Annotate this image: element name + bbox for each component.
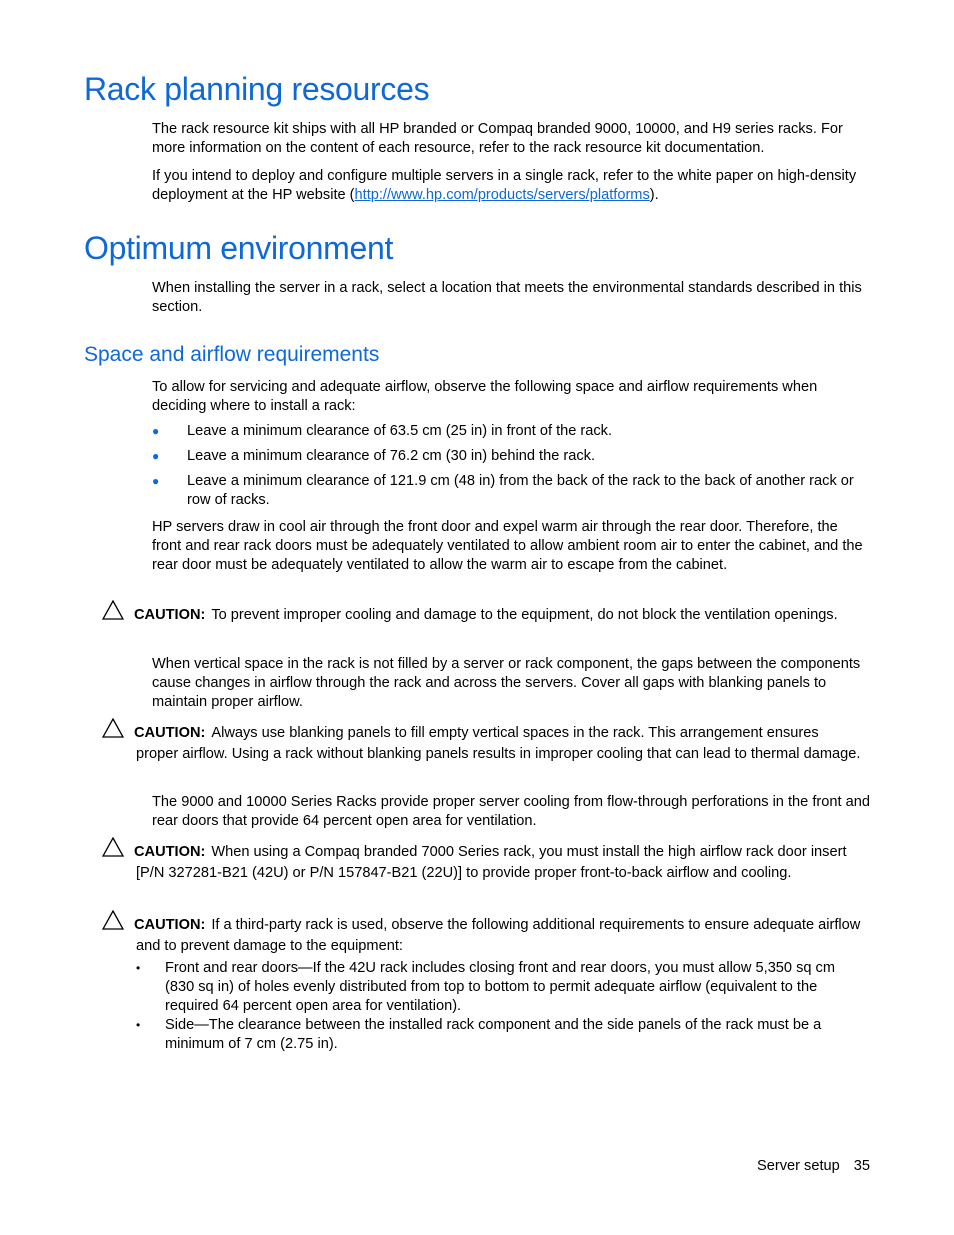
heading-space-airflow: Space and airflow requirements: [84, 343, 380, 366]
caution-label: CAUTION:: [134, 844, 206, 860]
list-item: [136, 1016, 861, 1054]
rack-p2-text: If you intend to deploy and configure multiple servers in a single rack, refer to the white paper on high-density deployment at the HP website (: [152, 168, 857, 203]
caution-triangle-icon: [102, 600, 124, 620]
list-item-text: Front and rear doors—If the 42U rack includes closing front and rear doors, you must allow 5,350 sq cm (830 sq in) of holes evenly distributed from top to bottom to permit adequate airflow (equivalent to the required 64 percent open area for ventilation).: [165, 960, 836, 1014]
list-item: [152, 447, 870, 466]
heading-optimum-environment: Optimum environment: [84, 230, 394, 266]
list-item-text: Side—The clearance between the installed rack component and the side panels of the rack must be a minimum of 7 cm (2.75 in).: [165, 1017, 822, 1052]
caution-text: If a third-party rack is used, observe the following additional requirements to ensure adequate airflow and to prevent damage to the equipment:: [136, 917, 861, 954]
caution-triangle-icon: [102, 837, 124, 857]
rack-p2-end: ).: [649, 187, 659, 203]
page-footer: [743, 1158, 870, 1174]
page-number: 35: [853, 1158, 870, 1174]
list-item: [152, 472, 870, 510]
caution-third-party-rack: [102, 915, 862, 957]
paragraph-series-racks: The 9000 and 10000 Series Racks provide proper server cooling from flow-through perforations in the front and rear doors that provide 64 percent open area for ventilation.: [152, 794, 870, 829]
heading-rack-planning-resources: Rack planning resources: [84, 71, 430, 107]
paragraph-vertical-space: When vertical space in the rack is not filled by a server or rack component, the gaps between the components cause changes in airflow through the rack and across the servers. Cover all gaps with blanking panels to maintain proper airflow.: [152, 656, 861, 710]
bullet-icon: •: [136, 961, 141, 975]
caution-compaq-rack: [102, 842, 862, 884]
caution-blanking-panels: [102, 723, 862, 765]
hp-website-link[interactable]: http://www.hp.com/products/servers/platforms: [354, 187, 650, 203]
paragraph-environment-intro: When installing the server in a rack, select a location that meets the environmental standards described in this section.: [152, 280, 862, 315]
caution-label: CAUTION:: [134, 607, 206, 623]
third-party-requirements-list: [136, 959, 861, 1054]
paragraph-space-intro: To allow for servicing and adequate airflow, observe the following space and airflow requirements when deciding where to install a rack:: [152, 379, 818, 414]
caution-ventilation: [102, 605, 862, 626]
bullet-icon: ●: [152, 424, 160, 438]
footer-section-name: Server setup: [757, 1158, 840, 1174]
caution-triangle-icon: [102, 910, 124, 930]
paragraph-rack-white-paper: [152, 167, 870, 205]
caution-triangle-icon: [102, 718, 124, 738]
list-item: [152, 422, 870, 441]
caution-text: When using a Compaq branded 7000 Series rack, you must install the high airflow rack door insert [P/N 327281-B21 (42U) or P/N 157847-B21 (22U)] to provide proper front-to-back airflow and cooling.: [136, 844, 847, 881]
list-item: [136, 959, 861, 1016]
caution-label: CAUTION:: [134, 917, 206, 933]
bullet-icon: ●: [152, 449, 160, 463]
paragraph-rack-kit: The rack resource kit ships with all HP branded or Compaq branded 9000, 10000, and H9 series racks. For more information on the content of each resource, refer to the rack resource kit documentation.: [152, 121, 843, 156]
bullet-icon: ●: [152, 474, 160, 488]
clearance-list: [152, 422, 870, 516]
list-item-text: Leave a minimum clearance of 63.5 cm (25 in) in front of the rack.: [187, 423, 613, 439]
caution-text: To prevent improper cooling and damage to the equipment, do not block the ventilation openings.: [211, 607, 838, 623]
list-item-text: Leave a minimum clearance of 121.9 cm (48 in) from the back of the rack to the back of another rack or row of racks.: [187, 473, 854, 508]
list-item-text: Leave a minimum clearance of 76.2 cm (30 in) behind the rack.: [187, 448, 596, 464]
paragraph-airflow-doors: HP servers draw in cool air through the front door and expel warm air through the rear door. Therefore, the front and rear rack doors must be adequately ventilated to allow ambient room air to enter the cabinet, and the rear door must be adequately ventilated to allow the warm air to escape from the cabinet.: [152, 519, 863, 573]
caution-label: CAUTION:: [134, 725, 206, 741]
bullet-icon: •: [136, 1018, 141, 1032]
caution-text: Always use blanking panels to fill empty vertical spaces in the rack. This arrangement ensures proper airflow. Using a rack without blanking panels results in improper cooling that can lead to thermal damage.: [136, 725, 861, 762]
